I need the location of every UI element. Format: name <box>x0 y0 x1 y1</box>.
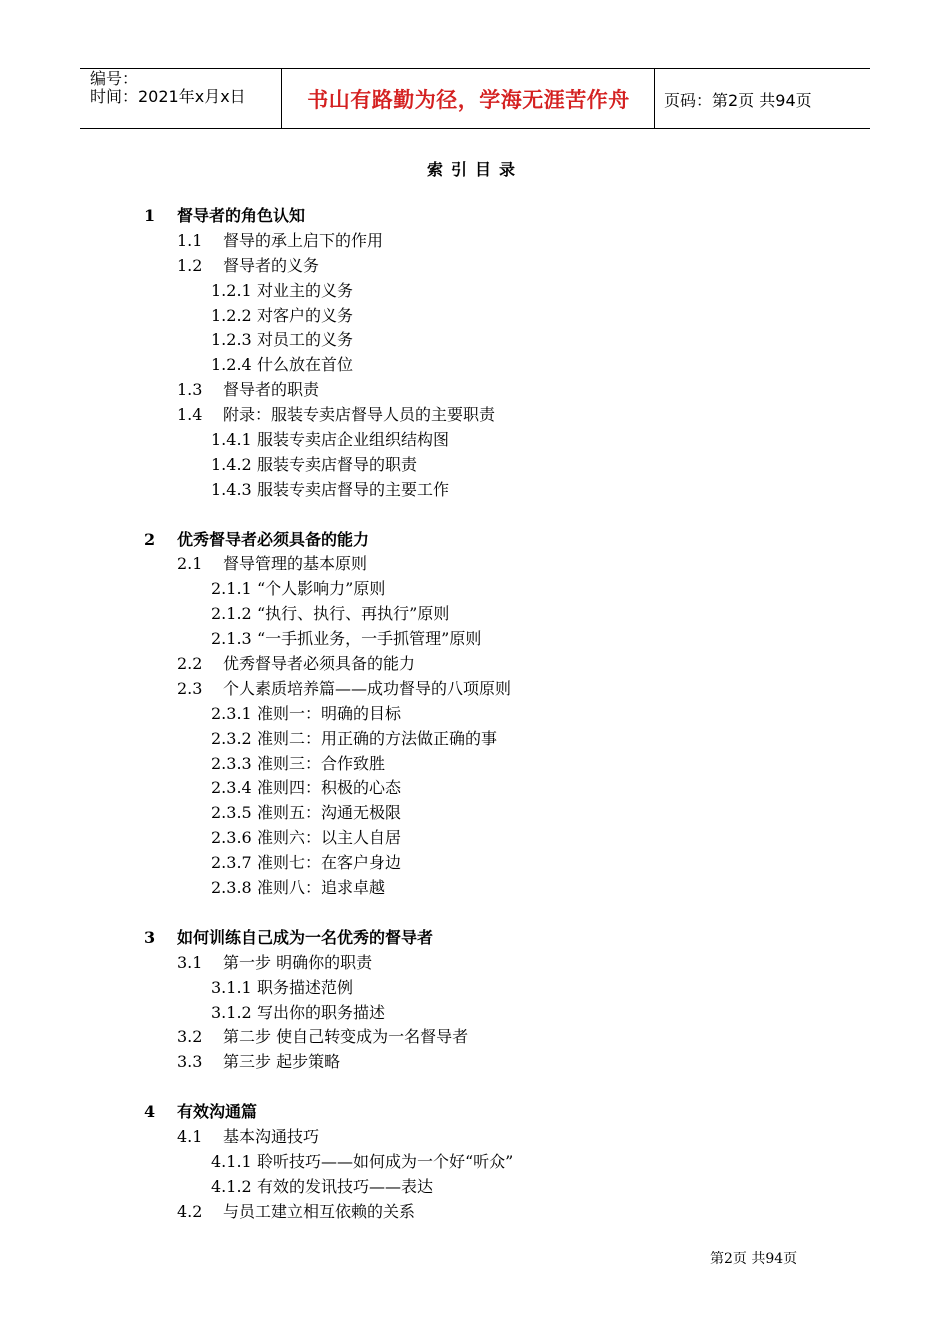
toc-entry-title: 与员工建立相互依赖的关系 <box>223 1201 416 1221</box>
toc-subsection <box>0 951 950 976</box>
toc-entry-number: 3.1.1 <box>211 977 252 997</box>
toc-entry-number: 1.2.4 <box>211 355 252 375</box>
header-time-label: 时间：2021年x月x日 <box>90 87 246 106</box>
toc-entry-title: 服装专卖店企业组织结构图 <box>257 430 450 450</box>
toc-entry-number: 2.3 <box>177 678 203 698</box>
toc-entry-number: 2.3.7 <box>211 853 252 873</box>
toc-subsubsection <box>0 976 950 1001</box>
toc-entry-title: 准则二：用正确的方法做正确的事 <box>257 728 498 748</box>
toc-entry-number: 3.3 <box>177 1052 203 1072</box>
toc-entry-number: 2.3.5 <box>211 803 252 823</box>
toc-subsubsection <box>0 801 950 826</box>
toc-entry-number: 4.2 <box>177 1201 203 1221</box>
toc-entry-number: 2.2 <box>177 654 203 674</box>
toc-subsubsection <box>0 876 950 901</box>
toc-subsection <box>0 403 950 428</box>
header-code-label: 编号： <box>90 69 139 88</box>
toc-subsubsection <box>0 826 950 851</box>
toc-subsection <box>0 652 950 677</box>
toc-subsubsection <box>0 727 950 752</box>
toc-entry-number: 1.3 <box>177 380 203 400</box>
toc-entry-title: 第三步 起步策略 <box>223 1052 341 1072</box>
toc-subsection <box>0 1200 950 1225</box>
toc-entry-number: 2.3.3 <box>211 753 252 773</box>
toc-entry-number: 3.1 <box>177 952 203 972</box>
toc-entry-number: 2.3.6 <box>211 828 252 848</box>
toc-entry-number: 1.2.1 <box>211 280 252 300</box>
toc-subsubsection <box>0 328 950 353</box>
table-of-contents <box>0 204 950 1225</box>
toc-entry-title: 优秀督导者必须具备的能力 <box>177 529 370 549</box>
toc-entry-title: 有效的发讯技巧——表达 <box>257 1176 434 1196</box>
toc-entry-number: 1.4.3 <box>211 479 252 499</box>
toc-subsection <box>0 1025 950 1050</box>
toc-entry-title: 基本沟通技巧 <box>223 1126 320 1146</box>
toc-subsection <box>0 229 950 254</box>
toc-section <box>0 528 950 553</box>
toc-entry-title: 督导管理的基本原则 <box>223 554 368 574</box>
toc-entry-title: “个人影响力”原则 <box>257 579 386 599</box>
toc-entry-title: 个人素质培养篇——成功督导的八项原则 <box>223 678 512 698</box>
toc-entry-number: 1.4 <box>177 405 203 425</box>
toc-subsubsection <box>0 1001 950 1026</box>
toc-subsubsection <box>0 851 950 876</box>
toc-entry-number: 1.2.3 <box>211 330 252 350</box>
toc-entry-number: 1.1 <box>177 230 203 250</box>
toc-entry-title: 对客户的义务 <box>257 305 354 325</box>
toc-subsubsection <box>0 776 950 801</box>
toc-subsection <box>0 1125 950 1150</box>
toc-subsubsection <box>0 602 950 627</box>
toc-subsection <box>0 378 950 403</box>
toc-entry-number: 1.2 <box>177 255 203 275</box>
toc-entry-number: 1.2.2 <box>211 305 252 325</box>
toc-entry-title: “一手抓业务，一手抓管理”原则 <box>257 629 482 649</box>
toc-entry-title: 督导的承上启下的作用 <box>223 230 384 250</box>
toc-entry-title: 督导者的角色认知 <box>177 206 306 225</box>
toc-entry-title: 服装专卖店督导的主要工作 <box>257 479 450 499</box>
toc-section <box>0 204 950 229</box>
toc-entry-number: 3.1.2 <box>211 1002 252 1022</box>
toc-entry-number: 2.1.1 <box>211 579 252 599</box>
toc-entry-number: 4.1 <box>177 1126 203 1146</box>
toc-entry-number: 1 <box>144 206 156 225</box>
toc-entry-title: 附录：服装专卖店督导人员的主要职责 <box>223 405 496 425</box>
toc-entry-title: 准则四：积极的心态 <box>257 778 402 798</box>
toc-entry-title: 准则八：追求卓越 <box>257 878 386 898</box>
header-motto: 书山有路勤为径，学海无涯苦作舟 <box>307 88 630 112</box>
header-bottom-rule <box>80 128 870 129</box>
toc-entry-number: 2.3.8 <box>211 878 252 898</box>
toc-entry-number: 2.1.3 <box>211 629 252 649</box>
toc-entry-title: 督导者的职责 <box>223 380 320 400</box>
toc-subsubsection <box>0 304 950 329</box>
toc-entry-number: 4.1.1 <box>211 1151 252 1171</box>
toc-entry-title: 第二步 使自己转变成为一名督导者 <box>223 1027 469 1047</box>
toc-subsection <box>0 1050 950 1075</box>
toc-entry-title: 如何训练自己成为一名优秀的督导者 <box>177 927 434 947</box>
toc-entry-title: 对业主的义务 <box>257 280 354 300</box>
section-spacer <box>0 901 950 926</box>
toc-subsubsection <box>0 1175 950 1200</box>
toc-subsubsection <box>0 453 950 478</box>
toc-entry-number: 3 <box>144 927 156 947</box>
section-spacer <box>0 1075 950 1100</box>
toc-subsection <box>0 254 950 279</box>
header-meta <box>90 70 246 106</box>
toc-subsubsection <box>0 577 950 602</box>
toc-subsubsection <box>0 478 950 503</box>
toc-entry-title: 督导者的义务 <box>223 255 320 275</box>
toc-entry-title: 聆听技巧——如何成为一个好“听众” <box>257 1151 514 1171</box>
header-top-rule <box>80 68 870 69</box>
toc-subsubsection <box>0 353 950 378</box>
toc-entry-title: 准则三：合作致胜 <box>257 753 386 773</box>
toc-subsection <box>0 677 950 702</box>
toc-entry-number: 2.3.4 <box>211 778 252 798</box>
toc-entry-number: 1.4.1 <box>211 430 252 450</box>
toc-entry-number: 2.3.2 <box>211 728 252 748</box>
toc-entry-title: 第一步 明确你的职责 <box>223 952 373 972</box>
toc-subsubsection <box>0 702 950 727</box>
toc-subsubsection <box>0 428 950 453</box>
footer-page-label: 第2页 共94页 <box>710 1251 798 1267</box>
toc-entry-title: 写出你的职务描述 <box>257 1002 386 1022</box>
toc-entry-number: 2.1 <box>177 554 203 574</box>
toc-entry-number: 4.1.2 <box>211 1176 252 1196</box>
toc-entry-title: 准则一：明确的目标 <box>257 703 402 723</box>
toc-subsubsection <box>0 752 950 777</box>
toc-subsubsection <box>0 279 950 304</box>
toc-entry-number: 2.3.1 <box>211 703 252 723</box>
toc-entry-number: 1.4.2 <box>211 454 252 474</box>
toc-entry-number: 4 <box>144 1102 156 1122</box>
toc-subsubsection <box>0 1150 950 1175</box>
toc-entry-title: 对员工的义务 <box>257 330 354 350</box>
toc-entry-title: 准则五：沟通无极限 <box>257 803 402 823</box>
toc-entry-title: 准则七：在客户身边 <box>257 853 402 873</box>
toc-subsubsection <box>0 627 950 652</box>
toc-entry-number: 2.1.2 <box>211 604 252 624</box>
toc-entry-title: 准则六：以主人自居 <box>257 828 402 848</box>
toc-entry-title: 什么放在首位 <box>257 355 354 375</box>
toc-entry-title: “执行、执行、再执行”原则 <box>257 604 450 624</box>
toc-section <box>0 926 950 951</box>
toc-section <box>0 1100 950 1125</box>
section-spacer <box>0 503 950 528</box>
header-page-label: 页码：第2页 共94页 <box>664 91 812 110</box>
toc-entry-title: 有效沟通篇 <box>177 1102 258 1122</box>
toc-title: 索引目录 <box>426 160 523 179</box>
toc-entry-number: 3.2 <box>177 1027 203 1047</box>
toc-entry-title: 优秀督导者必须具备的能力 <box>223 654 416 674</box>
toc-subsection <box>0 552 950 577</box>
toc-entry-number: 2 <box>144 529 156 549</box>
toc-entry-title: 职务描述范例 <box>257 977 354 997</box>
toc-entry-title: 服装专卖店督导的职责 <box>257 454 418 474</box>
